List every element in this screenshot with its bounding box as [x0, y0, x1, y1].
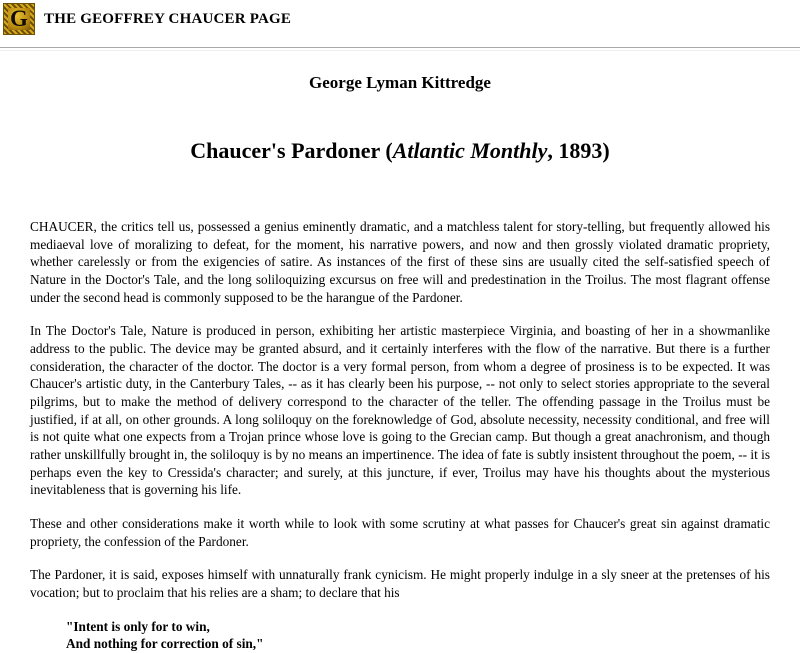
article-paragraph: In The Doctor's Tale, Nature is produced in person, exhibiting her artistic masterpiece Virginia, and boasting of her in a showmanlike address to the public. The device may be granted absurd, and it certainly interferes with the flow of the narrative. But there is a further consideration, the character of the doctor. The doctor is a very formal person, from whom a degree of prosiness is to be expected. It was Chaucer's artistic duty, in the Canterbury Tales, -- as it has clearly been his purpose, -- not only to select stories appropriate to the several pilgrims, but to make the method of delivery correspond to the character of the teller. The offending passage in the Troilus must be justified, if at all, on other grounds. A long soliloquy on the foreknowledge of God, absolute necessity, necessity conditional, and free will is not quite what one expects from a Trojan prince whose love is going to the Grecian camp. But though a great anachronism, and though rather unskillfully brought in, the soliloquy is by no means an impertinence. The idea of fate is subtly insistent throughout the poem, -- it is perhaps even the key to Cressida's character; and surely, at this juncture, if ever, Troilus may have his thoughts about the mysterious inevitableness that is governing his life.	[30, 323, 770, 498]
site-title: THE GEOFFREY CHAUCER PAGE	[44, 11, 292, 27]
article-body	[30, 164, 770, 653]
verse-line: "Intent is only for to win,	[66, 618, 210, 634]
article-author: George Lyman Kittredge	[309, 73, 491, 92]
verse-line: And nothing for correction of sin,"	[66, 636, 264, 652]
verse-blockquote	[66, 618, 770, 653]
illuminated-capital-g-icon[interactable]	[3, 3, 35, 35]
article-paragraph: The Pardoner, it is said, exposes himself with unnaturally frank cynicism. He might properly indulge in a sly sneer at the pretenses of his vocation; but to proclaim that his relies are a sham; to declare that his	[30, 567, 770, 601]
page-title-journal: Atlantic Monthly	[392, 138, 548, 163]
page-title	[0, 138, 800, 164]
article-paragraph: These and other considerations make it worth while to look with some scrutiny at what passes for Chaucer's great sin against dramatic propriety, the confession of the Pardoner.	[30, 516, 770, 549]
logo-capital-letter: G	[10, 6, 28, 31]
page-title-suffix: , 1893)	[547, 138, 610, 163]
article-paragraph: CHAUCER, the critics tell us, possessed a genius eminently dramatic, and a matchless talent for story-telling, but frequently allowed his mediaeval love of moralizing to defeat, for the moment, his narrative powers, and now and then grossly violated dramatic propriety, whether carelessly or from the exigencies of satire. As instances of the first of these sins are usually cited the self-satisfied speech of Nature in the Doctor's Tale, and the long soliloquizing excursus on free will and predestination in the Troilus. The most flagrant offense under the second head is commonly supposed to be the harangue of the Pardoner.	[30, 219, 770, 305]
site-header	[0, 0, 800, 35]
header-divider	[0, 47, 800, 51]
page-title-prefix: Chaucer's Pardoner (	[190, 138, 393, 163]
